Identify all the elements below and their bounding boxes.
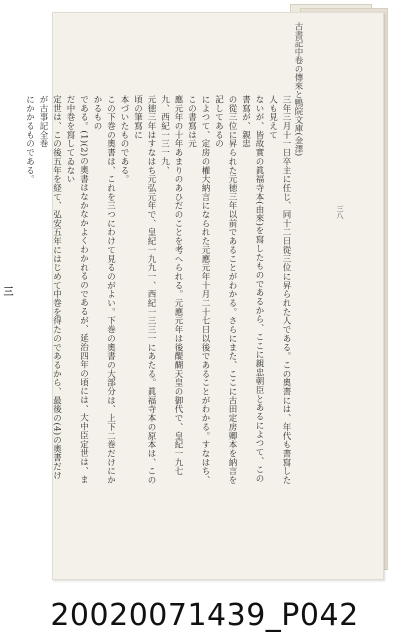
text-column: 三年三月十一日卒主に任じ、同十二日從三位に昇られた人である。この奧書には、年代も書寫した人も見えて: [267, 95, 291, 485]
text-column: 定世は、この後五年を経て、弘安五年にはじめて中巻を得たのであるから、最後の(4)の奧書だけが古事記全巻: [38, 95, 62, 480]
text-column: にかかるものである。: [24, 95, 35, 184]
text-column: の從三位に昇られた元徳三年以前であることがわかる。さらにまた、ここに古田定房卿本を納言を記してあるの: [213, 95, 237, 485]
vertical-body-text: [1, 95, 292, 487]
text-column: ないが、皆故實の眞福寺本(由來)を寫したものであるから、ここに親忠朝臣とあるによつて、この書寫が、親忠: [240, 95, 264, 483]
text-column: 本づいたものである。: [119, 95, 129, 184]
file-id-caption: 20020071439_P042: [50, 598, 359, 633]
text-column: 元徳三年はすなはち元弘元年で、皇紀一九九一、西紀一三三一にあたる。眞福寺本の原本は、この頃の筆寫に: [132, 95, 156, 485]
section-heading: 三: [1, 285, 12, 297]
text-column: この下巻の奧書は、これを三つにわけて見るのがよい。下巻の奧書の大部分は、上下二巻だけにかかるもの: [92, 95, 116, 485]
running-header: 古書記中卷の傳來と鴨院文庫(金澤): [293, 22, 303, 157]
page-number: 三八: [336, 205, 344, 219]
text-column: 應元年の十年あまりのあひだのことを考へられる。元應元年は後醍醐天皇の御代で、皇紀一九七九、西紀一三一九、: [159, 95, 183, 476]
text-column: によつて、定房の權大納言になられた元應元年十月二十七日以後であることがわかる。すなはち、この書寫は元: [186, 95, 210, 485]
text-column: である。(1)(2)の奧書はなかなかよくわかれるのであるが、延治四年の頃には、大中臣定世は、まだ中巻を寫してゐない: [65, 95, 89, 485]
